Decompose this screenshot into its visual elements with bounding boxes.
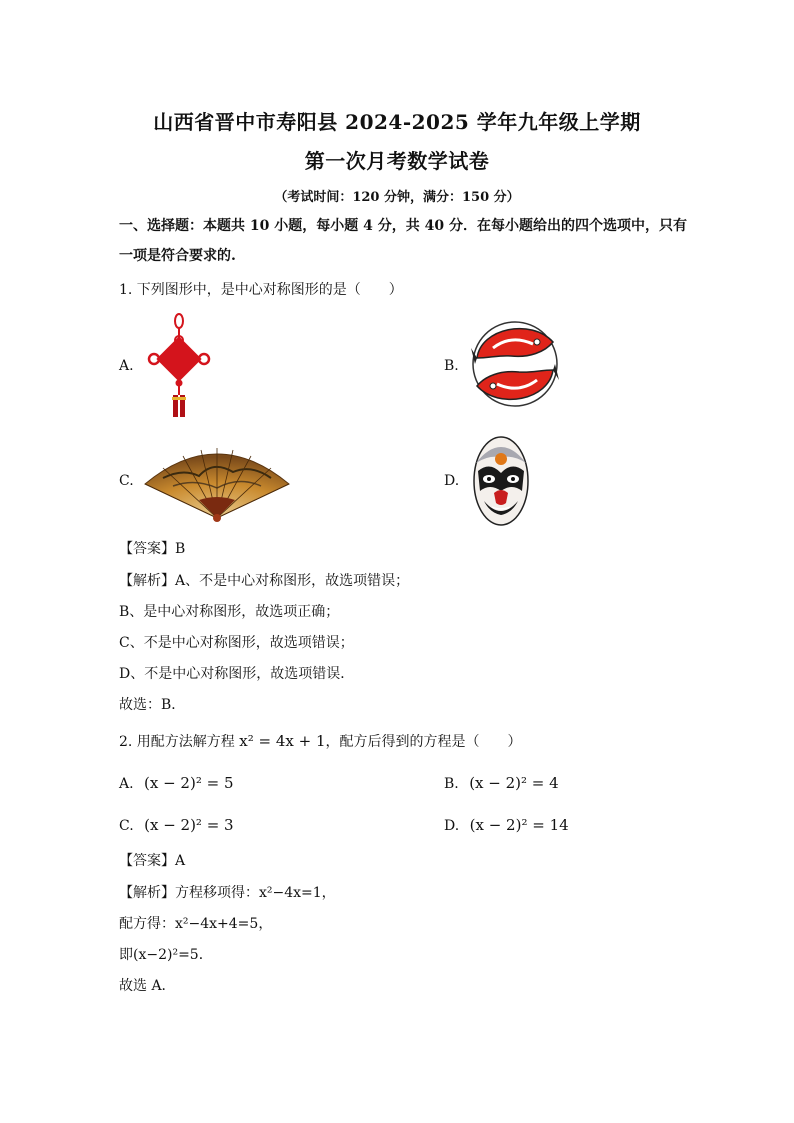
q2-stem-prefix: 2. 用配方法解方程 <box>119 734 240 750</box>
q2-option-c-label: C. <box>119 818 134 834</box>
q1-option-d-label: D. <box>444 473 460 489</box>
q2-option-c <box>119 815 234 836</box>
q2-analysis-line-4: 故选 A． <box>119 978 176 994</box>
q1-analysis-line-1: 【解析】A、不是中心对称图形，故选项错误； <box>119 573 410 589</box>
opera-mask-icon <box>472 435 530 527</box>
q1-analysis-line-3: C、不是中心对称图形，故选项错误； <box>119 635 354 651</box>
q2-option-a-expr: (x − 2)² = 5 <box>144 774 234 792</box>
q1-stem: 1. 下列图形中，是中心对称图形的是（ ） <box>119 282 403 298</box>
q2-answer: 【答案】A <box>119 853 186 869</box>
q2-stem-suffix: ，配方后得到的方程是（ ） <box>325 734 522 750</box>
q2-option-a-label: A. <box>119 776 134 792</box>
q1-analysis-line-2: B、是中心对称图形，故选项正确； <box>119 604 340 620</box>
q2-option-b-label: B. <box>444 776 459 792</box>
q2-option-b <box>444 773 559 794</box>
q2-option-d-expr: (x − 2)² = 14 <box>469 816 569 834</box>
q2-analysis-line-2: 配方得：x²−4x+4=5， <box>119 916 273 932</box>
q2-option-d <box>444 815 569 836</box>
page-title-line2: 第一次月考数学试卷 <box>304 149 490 173</box>
folding-fan-icon <box>143 438 291 528</box>
chinese-knot-icon <box>146 313 212 421</box>
q1-option-b-label: B. <box>444 358 459 374</box>
section-heading-line2: 一项是符合要求的. <box>119 248 236 264</box>
exam-info: （考试时间：120 分钟，满分：150 分） <box>274 190 520 205</box>
q1-analysis-line-5: 故选：B． <box>119 697 186 713</box>
q1-option-a-label: A. <box>119 358 134 374</box>
q2-option-b-expr: (x − 2)² = 4 <box>469 774 559 792</box>
q1-analysis-line-4: D、不是中心对称图形，故选项错误． <box>119 666 355 682</box>
q2-analysis-line-1: 【解析】方程移项得：x²−4x=1， <box>119 885 336 901</box>
q2-option-c-expr: (x − 2)² = 3 <box>144 816 234 834</box>
q2-analysis-line-3: 即(x−2)²=5． <box>119 947 213 963</box>
q2-stem-equation: x² = 4x + 1 <box>239 732 326 750</box>
page-title-line1: 山西省晋中市寿阳县 2024-2025 学年九年级上学期 <box>153 110 641 134</box>
q1-option-c-label: C. <box>119 473 134 489</box>
q2-option-a <box>119 773 234 794</box>
section-heading-line1: 一、选择题：本题共 10 小题，每小题 4 分，共 40 分．在每小题给出的四个选项中，只有 <box>119 218 687 234</box>
q2-stem <box>119 731 522 752</box>
q1-answer: 【答案】B <box>119 541 186 557</box>
q2-option-d-label: D. <box>444 818 460 834</box>
twin-koi-fish-icon <box>471 318 559 410</box>
